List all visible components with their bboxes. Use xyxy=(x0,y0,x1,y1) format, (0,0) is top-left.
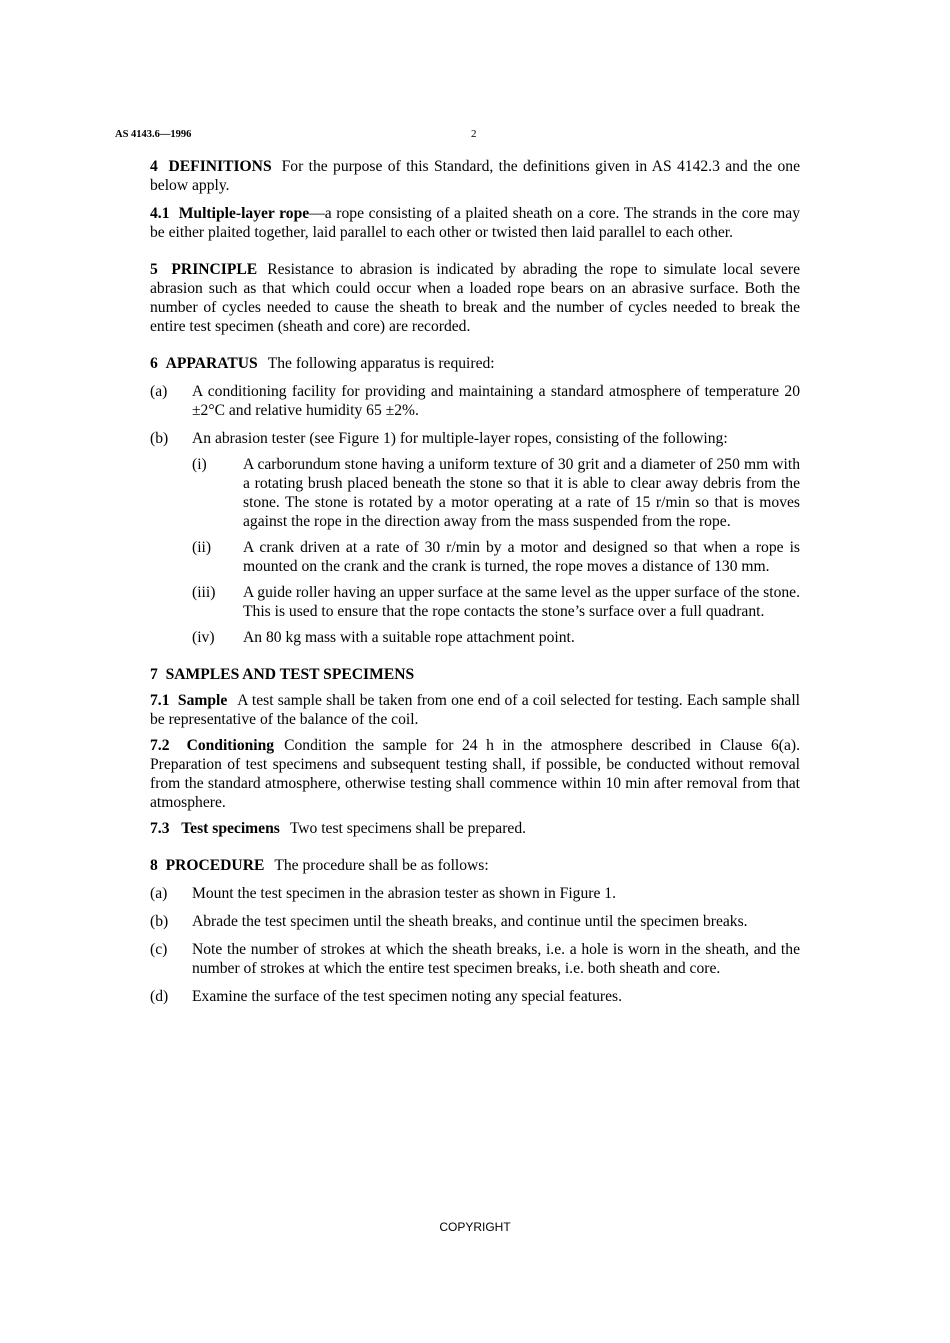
definition-4-1 xyxy=(150,204,800,242)
clause-7-1 xyxy=(150,691,800,729)
clause-number: 7.1 xyxy=(150,692,170,709)
item-text: An abrasion tester (see Figure 1) for multiple-layer ropes, consisting of the following: xyxy=(192,430,728,447)
section-text: Resistance to abrasion is indicated by abrading the rope to simulate local severe abrasion such as that which could occur when a loaded rope bears on an abrasive surface. Both the number of cycles needed to cause the sheath to break and the number of cycles needed to break the entire test specimen (sheath and core) are recorded. xyxy=(150,261,800,335)
section-number: 7 xyxy=(150,666,158,683)
procedure-step xyxy=(150,912,800,931)
clause-title: Test specimens xyxy=(181,820,280,837)
step-label: (c) xyxy=(150,941,168,958)
clause-7-2 xyxy=(150,736,800,812)
copyright-footer: COPYRIGHT xyxy=(439,1220,511,1234)
clause-number: 7.3 xyxy=(150,820,170,837)
section-6 xyxy=(150,354,800,373)
step-label: (d) xyxy=(150,988,169,1005)
clause-title: Sample xyxy=(177,692,228,709)
subitem-label: (iii) xyxy=(192,584,216,601)
subitem-label: (i) xyxy=(192,456,207,473)
apparatus-subitem xyxy=(192,628,800,647)
step-text: Mount the test specimen in the abrasion tester as shown in Figure 1. xyxy=(192,885,616,902)
subitem-text: A crank driven at a rate of 30 r/min by a motor and designed so that when a rope is mounted on the crank and the crank is turned, the rope moves a distance of 130 mm. xyxy=(243,539,800,575)
subitem-text: A guide roller having an upper surface at the same level as the upper surface of the stone. This is used to ensure that the rope contacts the stone’s surface over a full quadrant. xyxy=(243,584,800,620)
procedure-step xyxy=(150,940,800,978)
section-title: PRINCIPLE xyxy=(171,261,258,278)
subitem-label: (iv) xyxy=(192,629,215,646)
clause-text: A test sample shall be taken from one end of a coil selected for testing. Each sample shall be representative of the balance of the coil. xyxy=(150,692,800,728)
page-number: 2 xyxy=(471,128,477,140)
section-text: The following apparatus is required: xyxy=(267,355,495,372)
step-text: Note the number of strokes at which the sheath breaks, i.e. a hole is worn in the sheath, and the number of strokes at which the entire test specimen breaks, i.e. both sheath and core. xyxy=(192,941,800,977)
definition-text: —a rope consisting of a plaited sheath on a core. The strands in the core may be either plaited together, laid parallel to each other or twisted then laid parallel to each other. xyxy=(150,205,800,241)
clause-text: Condition the sample for 24 h in the atmosphere described in Clause 6(a). Preparation of test specimens and subsequent testing shall, if possible, be conducted without removal from the standard atmosphere, otherwise testing shall commence within 10 min after removal from that atmosphere. xyxy=(150,737,800,811)
section-5 xyxy=(150,260,800,336)
step-label: (b) xyxy=(150,913,169,930)
section-number: 6 xyxy=(150,355,158,372)
section-text: For the purpose of this Standard, the definitions given in AS 4142.3 and the one below apply. xyxy=(150,158,800,194)
apparatus-item xyxy=(150,382,800,420)
item-label: (a) xyxy=(150,383,168,400)
section-4 xyxy=(150,157,800,195)
section-number: 8 xyxy=(150,857,158,874)
clause-number: 7.2 xyxy=(150,737,170,754)
clause-text: Two test specimens shall be prepared. xyxy=(289,820,527,837)
standard-code: AS 4143.6—1996 xyxy=(115,129,192,140)
section-number: 4 xyxy=(150,158,158,175)
item-label: (b) xyxy=(150,430,169,447)
section-8 xyxy=(150,856,800,875)
subitem-text: An 80 kg mass with a suitable rope attachment point. xyxy=(243,629,575,646)
section-number: 5 xyxy=(150,261,158,278)
section-title: APPARATUS xyxy=(165,355,258,372)
procedure-step xyxy=(150,987,800,1006)
subitem-text: A carborundum stone having a uniform texture of 30 grit and a diameter of 250 mm with a rotating brush placed beneath the stone so that it is able to clear away debris from the stone. The stone is rotated by a motor operating at a rate of 15 r/min so that is moves against the rope in the direction away from the mass suspended from the rope. xyxy=(243,456,800,530)
step-text: Examine the surface of the test specimen noting any special features. xyxy=(192,988,622,1005)
clause-title: Conditioning xyxy=(186,737,275,754)
subitem-label: (ii) xyxy=(192,539,212,556)
procedure-step xyxy=(150,884,800,903)
section-title: SAMPLES AND TEST SPECIMENS xyxy=(165,666,415,683)
apparatus-subitem xyxy=(192,538,800,576)
step-text: Abrade the test specimen until the sheath breaks, and continue until the specimen breaks. xyxy=(192,913,748,930)
section-title: PROCEDURE xyxy=(165,857,265,874)
definition-term: Multiple-layer rope xyxy=(178,205,310,222)
apparatus-subitem xyxy=(192,583,800,621)
apparatus-subitem xyxy=(192,455,800,531)
section-title: DEFINITIONS xyxy=(168,158,272,175)
document-body xyxy=(150,157,800,1006)
clause-number: 4.1 xyxy=(150,205,170,222)
section-text: The procedure shall be as follows: xyxy=(274,857,489,874)
apparatus-item xyxy=(150,429,800,448)
step-label: (a) xyxy=(150,885,168,902)
section-7 xyxy=(150,665,800,684)
item-text: A conditioning facility for providing and maintaining a standard atmosphere of temperature 20 ±2°C and relative humidity 65 ±2%. xyxy=(192,383,800,419)
clause-7-3 xyxy=(150,819,800,838)
